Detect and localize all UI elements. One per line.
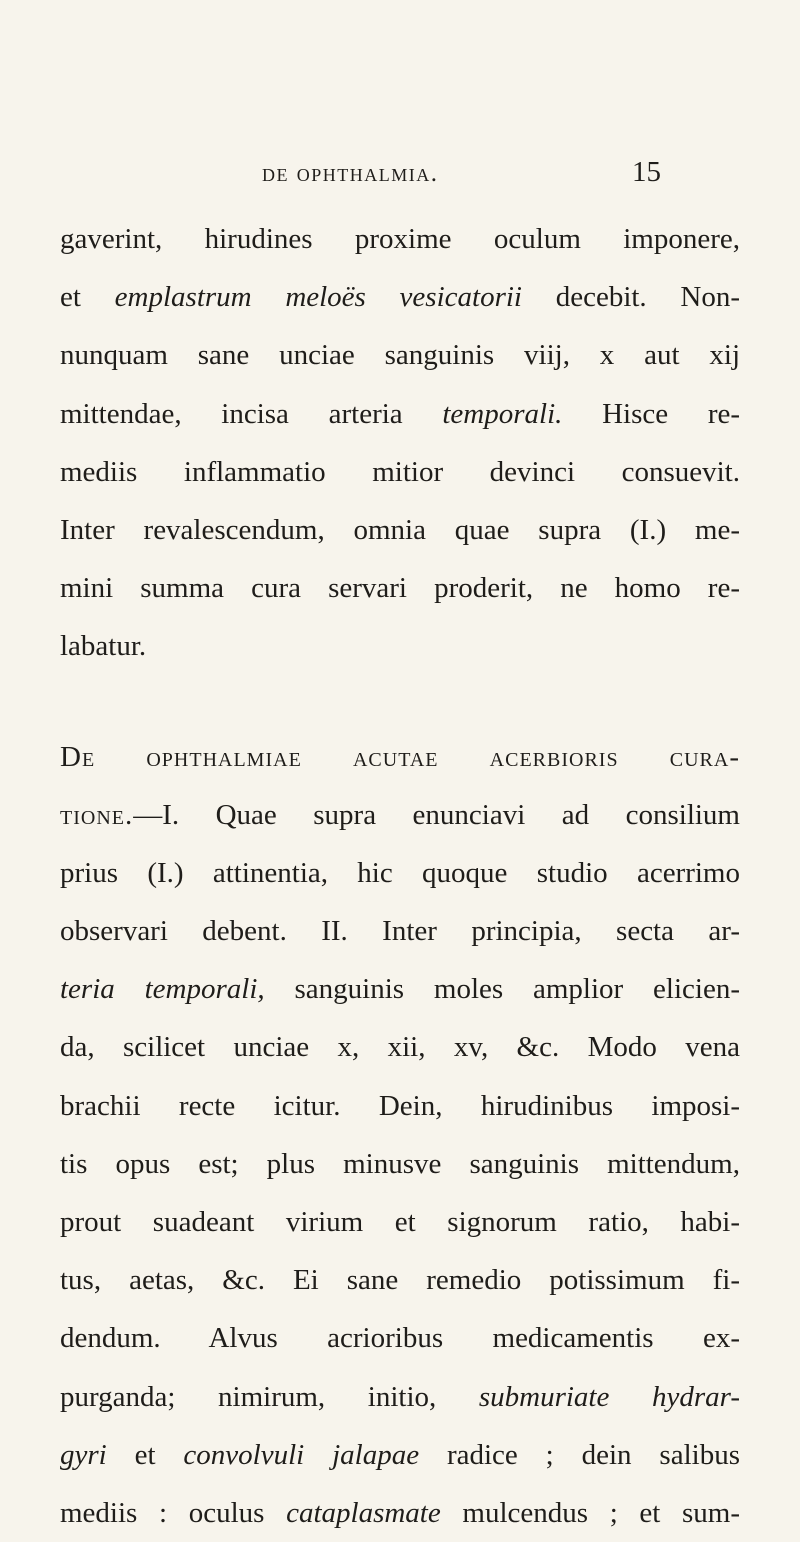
text-span: prout suadeant virium et signorum ratio, habi- <box>60 1206 740 1238</box>
text-span: et <box>107 1439 184 1471</box>
section-heading-end: tione. <box>60 799 133 831</box>
text-span: mediis inflammatio mitior devinci consuevit. <box>60 456 740 488</box>
page-number: 15 <box>632 156 661 189</box>
italic-term: temporali. <box>442 398 562 430</box>
text-line <box>60 1368 740 1426</box>
section-heading: De ophthalmiae acutae acerbioris cura- <box>60 741 740 773</box>
text-line <box>60 559 740 617</box>
text-span: gaverint, hirudines proxime oculum imponere, <box>60 223 740 255</box>
text-line <box>60 385 740 443</box>
text-line <box>60 1135 740 1193</box>
paragraph-2 <box>60 728 740 1542</box>
text-line <box>60 728 740 786</box>
body-text <box>60 210 740 1542</box>
text-line <box>60 786 740 844</box>
text-line <box>60 443 740 501</box>
text-span: mittendae, incisa arteria <box>60 398 442 430</box>
italic-term: submuriate hydrar- <box>479 1381 740 1413</box>
text-line <box>60 1077 740 1135</box>
running-title: de ophthalmia. <box>262 160 439 188</box>
text-line <box>60 1193 740 1251</box>
text-span: nunquam sane unciae sanguinis viij, x aut xij <box>60 339 740 371</box>
text-span: dendum. Alvus acrioribus medicamentis ex- <box>60 1322 740 1354</box>
text-line <box>60 1484 740 1542</box>
text-span: purganda; nimirum, initio, <box>60 1381 479 1413</box>
text-line <box>60 501 740 559</box>
italic-term: emplastrum meloës vesicatorii <box>115 281 522 313</box>
text-span: labatur. <box>60 630 146 662</box>
text-span: sanguinis moles amplior elicien- <box>265 973 740 1005</box>
text-span: Inter revalescendum, omnia quae supra (I.) me- <box>60 514 740 546</box>
text-line <box>60 1018 740 1076</box>
text-line <box>60 844 740 902</box>
italic-term: teria temporali, <box>60 973 265 1005</box>
text-line <box>60 960 740 1018</box>
text-span: mediis : oculus <box>60 1497 286 1529</box>
text-span: Hisce re- <box>562 398 740 430</box>
text-span: da, scilicet unciae x, xii, xv, &c. Modo vena <box>60 1031 740 1063</box>
text-span: mulcendus ; et sum- <box>441 1497 740 1529</box>
page-header <box>0 152 800 192</box>
text-line <box>60 268 740 326</box>
text-span: tus, aetas, &c. Ei sane remedio potissimum fi- <box>60 1264 740 1296</box>
italic-term: convolvuli jalapae <box>183 1439 419 1471</box>
text-line <box>60 210 740 268</box>
text-line <box>60 1309 740 1367</box>
text-span: observari debent. II. Inter principia, secta ar- <box>60 915 740 947</box>
text-span: brachii recte icitur. Dein, hirudinibus imposi- <box>60 1090 740 1122</box>
text-span: radice ; dein salibus <box>419 1439 740 1471</box>
text-line <box>60 617 740 675</box>
text-line <box>60 1426 740 1484</box>
italic-term: cataplasmate <box>286 1497 441 1529</box>
text-line <box>60 1251 740 1309</box>
text-span: tis opus est; plus minusve sanguinis mittendum, <box>60 1148 740 1180</box>
paragraph-gap <box>60 676 740 728</box>
text-span: mini summa cura servari proderit, ne homo re- <box>60 572 740 604</box>
italic-term: gyri <box>60 1439 107 1471</box>
text-span: —I. Quae supra enunciavi ad consilium <box>133 799 740 831</box>
text-span: prius (I.) attinentia, hic quoque studio acerrimo <box>60 857 740 889</box>
text-span: et <box>60 281 115 313</box>
paragraph-1 <box>60 210 740 676</box>
text-line <box>60 326 740 384</box>
text-span: decebit. Non- <box>522 281 740 313</box>
text-line <box>60 902 740 960</box>
